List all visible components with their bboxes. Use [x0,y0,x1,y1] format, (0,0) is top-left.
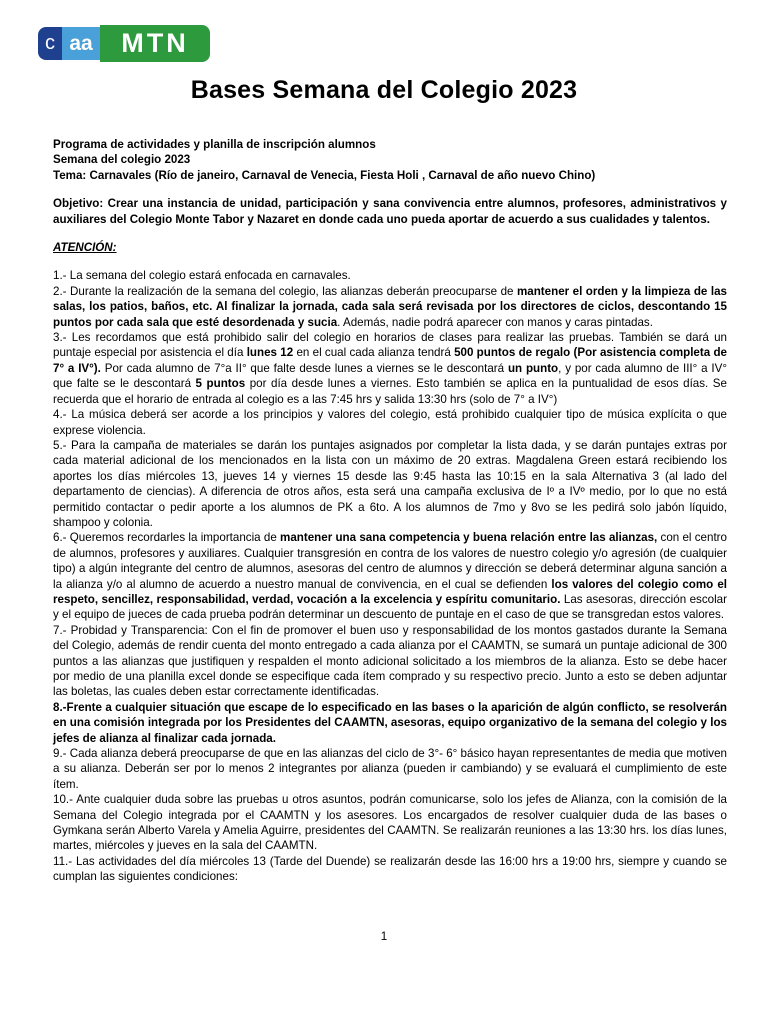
document-body [53,137,727,885]
item-4: 4.- La música deberá ser acorde a los principios y valores del colegio, está prohibido cualquier tipo de música explícita o que exprese violencia. [53,408,727,437]
item-11: 11.- Las actividades del día miércoles 13 (Tarde del Duende) se realizarán desde las 16:00 hrs a 19:00 hrs, siempre y cuando se cumplan las siguientes condiciones: [53,854,727,884]
item-2: 2.- Durante la realización de la semana del colegio, las alianzas deberán preocuparse de mantener el orden y la limpieza de las salas, los patios, baños, etc. Al finalizar la jornada, cada sala será revisada por los directores de ciclos, descontando 15 puntos por cada sala que esté desordenada y sucia. Además, nadie podrá aparecer con manos y caras pintadas. [53,284,727,329]
caamtn-logo [38,25,210,62]
logo-mtn: MTN [100,25,210,62]
document-title: Bases Semana del Colegio 2023 [190,76,578,104]
item-6: 6.- Queremos recordarles la importancia de mantener una sana competencia y buena relación entre las alianzas, con el centro de alumnos, profesores y auxiliares. Cualquier transgresión en contra de los valores de nuestro colegio y/o agresión (de cualquier tipo) a algún integrante del centro de alumnos, asesoras del centro de alumnos y dirección se deberá determinar alguna sanción a la alianza y/o al alumno de acuerdo a nuestro manual de convivencia, en el cual se defienden los valores del colegio como el respeto, sencillez, responsabilidad, verdad, vocación a la excelencia y espíritu comunitario. Las asesoras, dirección escolar y el equipo de jueces de cada prueba podrán determinar un descuento de puntaje en el caso de que se transgredan estos valores. [53,531,727,622]
item-7: 7.- Probidad y Transparencia: Con el fin de promover el buen uso y responsabilidad de los montos gastados durante la Semana del Colegio, además de rendir cuenta del monto entregado a cada alianza por el CAAMTN, se sumará un puntaje adicional de 300 puntos a las alianzas que justifiquen y respalden el monto adicional solicitado a los miembros de la alianza. Esto se debe hacer por medio de una planilla excel donde se especifique cada ítem comprado y su respectivo precio. Junto a esto se deben adjuntar las boletas, las cuales deben estar correctamente identificadas. [53,623,727,699]
objective-paragraph: Objetivo: Crear una instancia de unidad, participación y sana convivencia entre alumnos, profesores, administrativos y auxiliares del Colegio Monte Tabor y Nazaret en donde cada uno pueda aportar de acuerdo a sus cualidades y talentos. [53,197,727,226]
logo-c: c [38,27,62,60]
item-10: 10.- Ante cualquier duda sobre las pruebas u otros asuntos, podrán comunicarse, solo los jefes de Alianza, con la comisión de la Semana del Colegio integrada por el CAAMTN y los asesores. Los encargados de resolver cualquier duda de las bases o Gymkana serán Alberto Varela y Amelia Aguirre, presidentes del CAAMTN. Se realizarán reuniones a las 13:30 hrs. los días lunes, martes, miércoles y jueves en la sala del CAAMTN. [53,793,727,853]
logo-aa: aa [62,27,100,60]
intro-line-1: Programa de actividades y planilla de inscripción alumnos [53,138,376,151]
item-1: 1.- La semana del colegio estará enfocada en carnavales. [53,269,351,283]
item-8: 8.-Frente a cualquier situación que escape de lo especificado en las bases o la aparición de algún conflicto, se resolverán en una comisión integrada por los Presidentes del CAAMTN, asesoras, equipo organizativo de la semana del colegio y los jefes de alianza al finalizar cada jornada. [53,700,727,745]
intro-line-3: Tema: Carnavales (Río de janeiro, Carnaval de Venecia, Fiesta Holi , Carnaval de año nuevo Chino) [53,168,596,182]
item-5: 5.- Para la campaña de materiales se darán los puntajes asignados por completar la lista dada, y se darán puntajes extras por cada material adicional de los mencionados en la lista con un máximo de 20 extras. Magdalena Green estará recibiendo los aportes los días miércoles 13, jueves 14 y viernes 15 desde las 9:45 hasta las 10:15 en la sala Alternativa 3 (al lado del departamento de ciencias). A diferencia de otros años, esta será una campaña exclusiva de Iº a IVº medio, por lo que no está permitido contactar o pedir aporte a los alumnos de PK a 6to. A los alumnos de 7mo y 8vo se les pedirá solo jabón líquido, shampoo y colonia. [53,438,727,529]
intro-line-2: Semana del colegio 2023 [53,153,191,167]
page-number: 1 [380,930,388,943]
attention-heading: ATENCIÓN: [53,241,117,255]
item-9: 9.- Cada alianza deberá preocuparse de que en las alianzas del ciclo de 3°- 6° básico hayan representantes de media que motiven a su alianza. Deberán ser por lo menos 2 integrantes por alianza (pueden ir cambiando) y se evaluará el cumplimiento de este ítem. [53,747,727,791]
item-3: 3.- Les recordamos que está prohibido salir del colegio en horarios de clases para realizar las pruebas. También se dará un puntaje especial por asistencia el día lunes 12 en el cual cada alianza tendrá 500 puntos de regalo (Por asistencia completa de 7° a IV°). Por cada alumno de 7°a II° que falte desde lunes a viernes se le descontará un punto, y por cada alumno de III° a IV° que falte se le descontará 5 puntos por día desde lunes a viernes. Esto también se aplica en la puntualidad de esos días. Se recuerda que el horario de entrada al colegio es a las 7:45 hrs y salida 13:30 hrs (solo de 7° a IV°) [53,331,727,406]
